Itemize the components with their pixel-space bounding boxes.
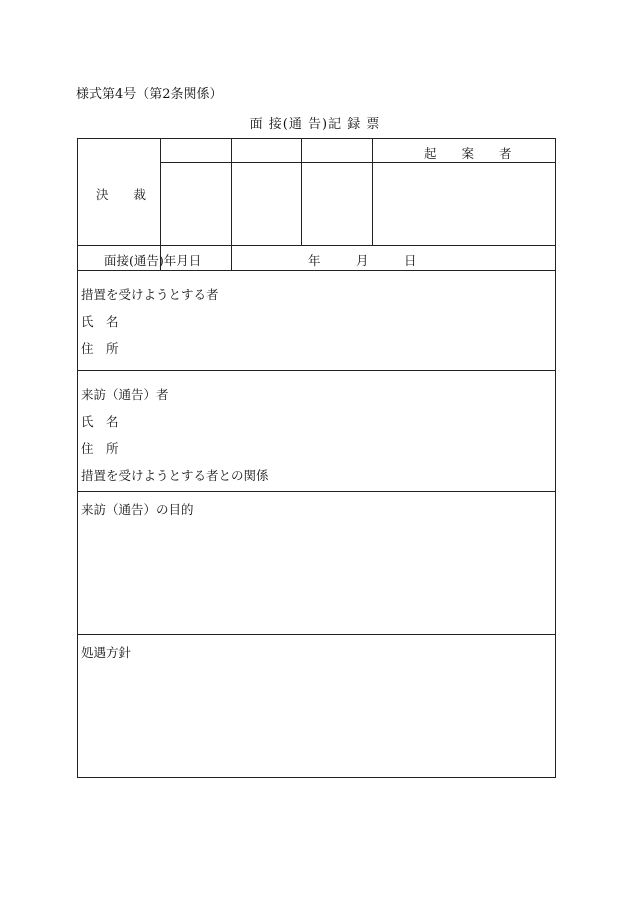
approval-column-divider-2	[231, 138, 232, 271]
form-number: 様式第4号（第2条関係）	[76, 87, 223, 102]
purpose-heading: 来訪（通告）の目的	[81, 502, 194, 517]
approval-column-divider-3	[301, 138, 302, 246]
form-title: 面 接(通 告)記 録 票	[249, 117, 381, 132]
date-day-label: 日	[404, 253, 417, 268]
visitor-relation-label: 措置を受けようとする者との関係	[81, 468, 269, 483]
approval-header-divider	[160, 162, 556, 163]
subject-name-label: 氏 名	[81, 314, 119, 329]
policy-heading: 処遇方針	[81, 645, 132, 660]
approval-column-divider-4	[372, 138, 373, 246]
visitor-heading: 来訪（通告）者	[81, 387, 169, 402]
date-year-label: 年	[308, 253, 321, 268]
approval-label: 決 裁	[96, 187, 147, 202]
subject-address-label: 住 所	[81, 341, 119, 356]
subject-heading: 措置を受けようとする者	[81, 287, 219, 302]
interview-date-label: 面接(通告)年月日	[104, 253, 202, 268]
date-row-divider	[77, 270, 556, 271]
visitor-section-divider	[77, 491, 556, 492]
visitor-address-label: 住 所	[81, 441, 119, 456]
date-month-label: 月	[356, 253, 369, 268]
drafter-label: 起 案 者	[424, 146, 512, 161]
record-form-table	[77, 138, 556, 778]
subject-section-divider	[77, 370, 556, 371]
purpose-section-divider	[77, 634, 556, 635]
visitor-name-label: 氏 名	[81, 414, 119, 429]
approval-bottom-divider	[77, 245, 556, 246]
